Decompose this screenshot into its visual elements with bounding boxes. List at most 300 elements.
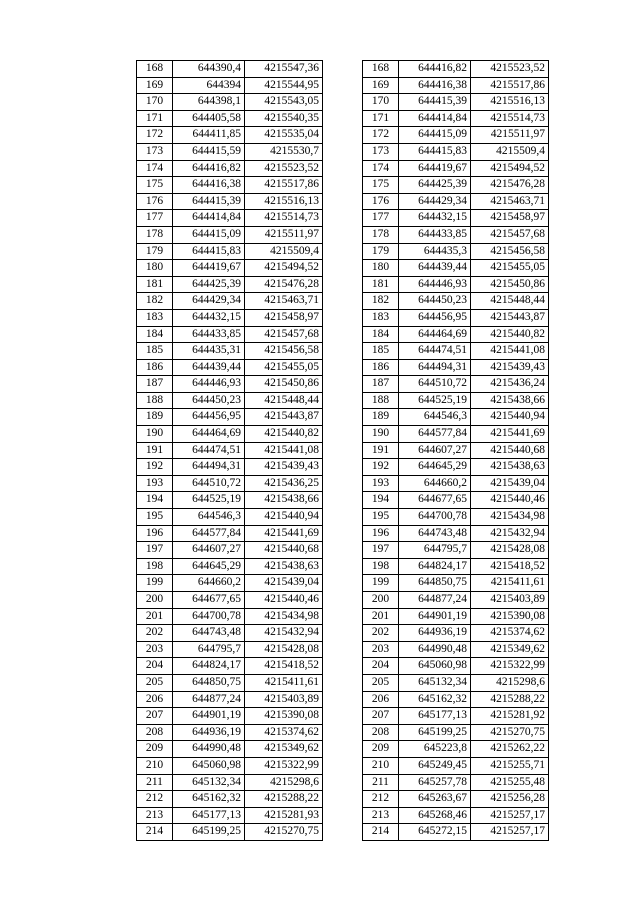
- y-coordinate-cell: 4215450,86: [471, 276, 549, 293]
- point-number-cell: 210: [363, 757, 399, 774]
- y-coordinate-cell: 4215509,4: [471, 143, 549, 160]
- y-coordinate-cell: 4215390,08: [471, 608, 549, 625]
- point-number-cell: 178: [363, 226, 399, 243]
- point-number-cell: 198: [137, 558, 173, 575]
- y-coordinate-cell: 4215288,22: [245, 791, 323, 808]
- table-row: [137, 293, 323, 310]
- x-coordinate-cell: 644700,78: [399, 509, 471, 526]
- table-row: [137, 741, 323, 758]
- table-row: [137, 276, 323, 293]
- y-coordinate-cell: 4215428,08: [471, 542, 549, 559]
- x-coordinate-cell: 644415,39: [173, 193, 245, 210]
- y-coordinate-cell: 4215535,04: [245, 127, 323, 144]
- coordinate-table-right-body: [363, 61, 549, 841]
- point-number-cell: 183: [363, 309, 399, 326]
- table-row: [363, 824, 549, 841]
- y-coordinate-cell: 4215463,71: [245, 293, 323, 310]
- table-row: [137, 542, 323, 559]
- point-number-cell: 183: [137, 309, 173, 326]
- table-row: [363, 575, 549, 592]
- table-row: [363, 110, 549, 127]
- y-coordinate-cell: 4215443,87: [471, 309, 549, 326]
- table-row: [137, 392, 323, 409]
- table-row: [137, 243, 323, 260]
- point-number-cell: 206: [363, 691, 399, 708]
- table-row: [363, 343, 549, 360]
- table-row: [363, 608, 549, 625]
- x-coordinate-cell: 644546,3: [399, 409, 471, 426]
- coordinate-table-right: [362, 60, 549, 841]
- y-coordinate-cell: 4215455,05: [471, 260, 549, 277]
- table-row: [137, 824, 323, 841]
- table-row: [363, 210, 549, 227]
- x-coordinate-cell: 644990,48: [173, 741, 245, 758]
- x-coordinate-cell: 644415,83: [399, 143, 471, 160]
- x-coordinate-cell: 644700,78: [173, 608, 245, 625]
- table-row: [363, 475, 549, 492]
- y-coordinate-cell: 4215432,94: [471, 525, 549, 542]
- point-number-cell: 201: [363, 608, 399, 625]
- point-number-cell: 185: [137, 343, 173, 360]
- table-row: [137, 575, 323, 592]
- y-coordinate-cell: 4215403,89: [471, 592, 549, 609]
- point-number-cell: 170: [137, 94, 173, 111]
- y-coordinate-cell: 4215428,08: [245, 641, 323, 658]
- y-coordinate-cell: 4215256,28: [471, 791, 549, 808]
- table-row: [137, 61, 323, 78]
- y-coordinate-cell: 4215440,82: [245, 426, 323, 443]
- point-number-cell: 169: [137, 77, 173, 94]
- table-row: [363, 509, 549, 526]
- x-coordinate-cell: 644411,85: [173, 127, 245, 144]
- x-coordinate-cell: 644645,29: [173, 558, 245, 575]
- y-coordinate-cell: 4215448,44: [471, 293, 549, 310]
- point-number-cell: 202: [363, 625, 399, 642]
- table-row: [137, 376, 323, 393]
- y-coordinate-cell: 4215270,75: [471, 724, 549, 741]
- table-row: [363, 409, 549, 426]
- table-row: [363, 61, 549, 78]
- point-number-cell: 205: [137, 674, 173, 691]
- x-coordinate-cell: 644414,84: [399, 110, 471, 127]
- table-row: [137, 442, 323, 459]
- x-coordinate-cell: 644394: [173, 77, 245, 94]
- table-row: [137, 525, 323, 542]
- y-coordinate-cell: 4215457,68: [471, 226, 549, 243]
- x-coordinate-cell: 645132,34: [173, 774, 245, 791]
- y-coordinate-cell: 4215455,05: [245, 359, 323, 376]
- x-coordinate-cell: 644474,51: [399, 343, 471, 360]
- y-coordinate-cell: 4215438,66: [245, 492, 323, 509]
- x-coordinate-cell: 644419,67: [173, 260, 245, 277]
- table-row: [363, 260, 549, 277]
- table-row: [137, 459, 323, 476]
- x-coordinate-cell: 644405,58: [173, 110, 245, 127]
- point-number-cell: 197: [137, 542, 173, 559]
- y-coordinate-cell: 4215440,82: [471, 326, 549, 343]
- y-coordinate-cell: 4215547,36: [245, 61, 323, 78]
- point-number-cell: 186: [137, 359, 173, 376]
- y-coordinate-cell: 4215441,69: [245, 525, 323, 542]
- x-coordinate-cell: 644429,34: [399, 193, 471, 210]
- y-coordinate-cell: 4215511,97: [245, 226, 323, 243]
- x-coordinate-cell: 644743,48: [173, 625, 245, 642]
- point-number-cell: 195: [363, 509, 399, 526]
- point-number-cell: 195: [137, 509, 173, 526]
- x-coordinate-cell: 644677,65: [173, 592, 245, 609]
- y-coordinate-cell: 4215255,48: [471, 774, 549, 791]
- x-coordinate-cell: 645177,13: [399, 708, 471, 725]
- point-number-cell: 212: [363, 791, 399, 808]
- point-number-cell: 176: [137, 193, 173, 210]
- x-coordinate-cell: 644577,84: [399, 426, 471, 443]
- y-coordinate-cell: 4215440,46: [245, 592, 323, 609]
- x-coordinate-cell: 644446,93: [173, 376, 245, 393]
- table-row: [137, 110, 323, 127]
- point-number-cell: 214: [137, 824, 173, 841]
- y-coordinate-cell: 4215439,43: [471, 359, 549, 376]
- x-coordinate-cell: 644850,75: [173, 674, 245, 691]
- x-coordinate-cell: 644577,84: [173, 525, 245, 542]
- y-coordinate-cell: 4215434,98: [471, 509, 549, 526]
- table-row: [363, 359, 549, 376]
- x-coordinate-cell: 645257,78: [399, 774, 471, 791]
- table-row: [137, 592, 323, 609]
- y-coordinate-cell: 4215438,66: [471, 392, 549, 409]
- y-coordinate-cell: 4215438,63: [471, 459, 549, 476]
- point-number-cell: 176: [363, 193, 399, 210]
- y-coordinate-cell: 4215516,13: [471, 94, 549, 111]
- y-coordinate-cell: 4215440,94: [471, 409, 549, 426]
- x-coordinate-cell: 644450,23: [399, 293, 471, 310]
- point-number-cell: 174: [363, 160, 399, 177]
- x-coordinate-cell: 644901,19: [173, 708, 245, 725]
- table-row: [363, 674, 549, 691]
- y-coordinate-cell: 4215509,4: [245, 243, 323, 260]
- x-coordinate-cell: 644416,38: [173, 177, 245, 194]
- table-row: [363, 592, 549, 609]
- y-coordinate-cell: 4215440,68: [471, 442, 549, 459]
- point-number-cell: 171: [363, 110, 399, 127]
- point-number-cell: 196: [137, 525, 173, 542]
- table-row: [363, 160, 549, 177]
- table-row: [137, 608, 323, 625]
- table-row: [363, 309, 549, 326]
- table-row: [363, 641, 549, 658]
- table-row: [363, 77, 549, 94]
- x-coordinate-cell: 645268,46: [399, 807, 471, 824]
- point-number-cell: 180: [363, 260, 399, 277]
- point-number-cell: 208: [137, 724, 173, 741]
- table-row: [363, 226, 549, 243]
- x-coordinate-cell: 644429,34: [173, 293, 245, 310]
- point-number-cell: 202: [137, 625, 173, 642]
- point-number-cell: 214: [363, 824, 399, 841]
- table-row: [363, 442, 549, 459]
- x-coordinate-cell: 645199,25: [399, 724, 471, 741]
- point-number-cell: 169: [363, 77, 399, 94]
- y-coordinate-cell: 4215544,95: [245, 77, 323, 94]
- table-row: [363, 757, 549, 774]
- y-coordinate-cell: 4215458,97: [471, 210, 549, 227]
- point-number-cell: 210: [137, 757, 173, 774]
- table-row: [137, 343, 323, 360]
- point-number-cell: 211: [363, 774, 399, 791]
- point-number-cell: 177: [363, 210, 399, 227]
- point-number-cell: 179: [363, 243, 399, 260]
- y-coordinate-cell: 4215441,08: [471, 343, 549, 360]
- y-coordinate-cell: 4215523,52: [471, 61, 549, 78]
- y-coordinate-cell: 4215281,93: [245, 807, 323, 824]
- y-coordinate-cell: 4215494,52: [245, 260, 323, 277]
- x-coordinate-cell: 644416,82: [399, 61, 471, 78]
- x-coordinate-cell: 645162,32: [399, 691, 471, 708]
- table-row: [363, 691, 549, 708]
- point-number-cell: 193: [363, 475, 399, 492]
- coordinate-table-left-body: [137, 61, 323, 841]
- x-coordinate-cell: 644433,85: [173, 326, 245, 343]
- x-coordinate-cell: 644660,2: [399, 475, 471, 492]
- y-coordinate-cell: 4215374,62: [245, 724, 323, 741]
- x-coordinate-cell: 645272,15: [399, 824, 471, 841]
- point-number-cell: 180: [137, 260, 173, 277]
- y-coordinate-cell: 4215322,99: [471, 658, 549, 675]
- y-coordinate-cell: 4215439,43: [245, 459, 323, 476]
- table-row: [137, 509, 323, 526]
- point-number-cell: 188: [137, 392, 173, 409]
- table-row: [363, 542, 549, 559]
- table-row: [137, 127, 323, 144]
- coordinate-table-left: [136, 60, 323, 841]
- x-coordinate-cell: 644415,59: [173, 143, 245, 160]
- x-coordinate-cell: 645060,98: [173, 757, 245, 774]
- x-coordinate-cell: 644416,82: [173, 160, 245, 177]
- y-coordinate-cell: 4215418,52: [245, 658, 323, 675]
- y-coordinate-cell: 4215543,05: [245, 94, 323, 111]
- y-coordinate-cell: 4215255,71: [471, 757, 549, 774]
- x-coordinate-cell: 644464,69: [399, 326, 471, 343]
- y-coordinate-cell: 4215517,86: [471, 77, 549, 94]
- point-number-cell: 207: [137, 708, 173, 725]
- x-coordinate-cell: 644936,19: [399, 625, 471, 642]
- point-number-cell: 199: [137, 575, 173, 592]
- x-coordinate-cell: 644990,48: [399, 641, 471, 658]
- x-coordinate-cell: 644435,3: [399, 243, 471, 260]
- table-row: [363, 243, 549, 260]
- y-coordinate-cell: 4215476,28: [471, 177, 549, 194]
- table-row: [363, 724, 549, 741]
- y-coordinate-cell: 4215403,89: [245, 691, 323, 708]
- table-row: [137, 226, 323, 243]
- point-number-cell: 192: [363, 459, 399, 476]
- y-coordinate-cell: 4215516,13: [245, 193, 323, 210]
- table-row: [137, 210, 323, 227]
- x-coordinate-cell: 644510,72: [399, 376, 471, 393]
- y-coordinate-cell: 4215438,63: [245, 558, 323, 575]
- table-row: [363, 625, 549, 642]
- y-coordinate-cell: 4215439,04: [245, 575, 323, 592]
- point-number-cell: 194: [137, 492, 173, 509]
- x-coordinate-cell: 645199,25: [173, 824, 245, 841]
- point-number-cell: 185: [363, 343, 399, 360]
- point-number-cell: 198: [363, 558, 399, 575]
- table-row: [137, 160, 323, 177]
- table-row: [137, 708, 323, 725]
- x-coordinate-cell: 644464,69: [173, 426, 245, 443]
- table-row: [363, 326, 549, 343]
- x-coordinate-cell: 644414,84: [173, 210, 245, 227]
- y-coordinate-cell: 4215476,28: [245, 276, 323, 293]
- point-number-cell: 188: [363, 392, 399, 409]
- table-row: [363, 807, 549, 824]
- x-coordinate-cell: 644795,7: [399, 542, 471, 559]
- table-row: [137, 260, 323, 277]
- point-number-cell: 173: [363, 143, 399, 160]
- point-number-cell: 211: [137, 774, 173, 791]
- y-coordinate-cell: 4215349,62: [471, 641, 549, 658]
- point-number-cell: 174: [137, 160, 173, 177]
- table-row: [137, 177, 323, 194]
- table-row: [137, 691, 323, 708]
- x-coordinate-cell: 644660,2: [173, 575, 245, 592]
- table-row: [363, 193, 549, 210]
- y-coordinate-cell: 4215540,35: [245, 110, 323, 127]
- x-coordinate-cell: 644743,48: [399, 525, 471, 542]
- x-coordinate-cell: 644439,44: [399, 260, 471, 277]
- y-coordinate-cell: 4215517,86: [245, 177, 323, 194]
- x-coordinate-cell: 644607,27: [399, 442, 471, 459]
- table-row: [363, 177, 549, 194]
- x-coordinate-cell: 645060,98: [399, 658, 471, 675]
- point-number-cell: 170: [363, 94, 399, 111]
- point-number-cell: 193: [137, 475, 173, 492]
- x-coordinate-cell: 645223,8: [399, 741, 471, 758]
- x-coordinate-cell: 644415,09: [173, 226, 245, 243]
- point-number-cell: 200: [137, 592, 173, 609]
- x-coordinate-cell: 644419,67: [399, 160, 471, 177]
- x-coordinate-cell: 644936,19: [173, 724, 245, 741]
- point-number-cell: 207: [363, 708, 399, 725]
- x-coordinate-cell: 645177,13: [173, 807, 245, 824]
- table-row: [137, 674, 323, 691]
- table-row: [137, 774, 323, 791]
- y-coordinate-cell: 4215411,61: [471, 575, 549, 592]
- y-coordinate-cell: 4215436,25: [245, 475, 323, 492]
- point-number-cell: 197: [363, 542, 399, 559]
- x-coordinate-cell: 644645,29: [399, 459, 471, 476]
- point-number-cell: 191: [137, 442, 173, 459]
- table-row: [137, 791, 323, 808]
- y-coordinate-cell: 4215390,08: [245, 708, 323, 725]
- table-row: [363, 127, 549, 144]
- point-number-cell: 184: [363, 326, 399, 343]
- y-coordinate-cell: 4215441,08: [245, 442, 323, 459]
- table-row: [363, 741, 549, 758]
- x-coordinate-cell: 644525,19: [399, 392, 471, 409]
- y-coordinate-cell: 4215514,73: [245, 210, 323, 227]
- point-number-cell: 194: [363, 492, 399, 509]
- point-number-cell: 175: [137, 177, 173, 194]
- point-number-cell: 204: [137, 658, 173, 675]
- x-coordinate-cell: 645263,67: [399, 791, 471, 808]
- y-coordinate-cell: 4215270,75: [245, 824, 323, 841]
- point-number-cell: 179: [137, 243, 173, 260]
- y-coordinate-cell: 4215441,69: [471, 426, 549, 443]
- table-row: [363, 426, 549, 443]
- y-coordinate-cell: 4215523,52: [245, 160, 323, 177]
- x-coordinate-cell: 644877,24: [399, 592, 471, 609]
- table-row: [137, 193, 323, 210]
- point-number-cell: 204: [363, 658, 399, 675]
- y-coordinate-cell: 4215262,22: [471, 741, 549, 758]
- table-row: [137, 143, 323, 160]
- y-coordinate-cell: 4215458,97: [245, 309, 323, 326]
- y-coordinate-cell: 4215440,46: [471, 492, 549, 509]
- point-number-cell: 182: [363, 293, 399, 310]
- table-row: [363, 143, 549, 160]
- x-coordinate-cell: 644432,15: [173, 309, 245, 326]
- point-number-cell: 190: [137, 426, 173, 443]
- point-number-cell: 205: [363, 674, 399, 691]
- table-row: [137, 724, 323, 741]
- y-coordinate-cell: 4215432,94: [245, 625, 323, 642]
- y-coordinate-cell: 4215281,92: [471, 708, 549, 725]
- point-number-cell: 177: [137, 210, 173, 227]
- x-coordinate-cell: 644435,31: [173, 343, 245, 360]
- table-row: [137, 326, 323, 343]
- x-coordinate-cell: 644456,95: [173, 409, 245, 426]
- table-row: [363, 459, 549, 476]
- table-row: [137, 641, 323, 658]
- y-coordinate-cell: 4215322,99: [245, 757, 323, 774]
- table-row: [137, 625, 323, 642]
- y-coordinate-cell: 4215436,24: [471, 376, 549, 393]
- point-number-cell: 201: [137, 608, 173, 625]
- point-number-cell: 172: [363, 127, 399, 144]
- x-coordinate-cell: 644546,3: [173, 509, 245, 526]
- table-row: [137, 426, 323, 443]
- y-coordinate-cell: 4215298,6: [245, 774, 323, 791]
- x-coordinate-cell: 644525,19: [173, 492, 245, 509]
- table-row: [363, 293, 549, 310]
- table-row: [137, 757, 323, 774]
- point-number-cell: 199: [363, 575, 399, 592]
- point-number-cell: 189: [137, 409, 173, 426]
- x-coordinate-cell: 644824,17: [173, 658, 245, 675]
- table-row: [137, 475, 323, 492]
- y-coordinate-cell: 4215440,68: [245, 542, 323, 559]
- point-number-cell: 212: [137, 791, 173, 808]
- x-coordinate-cell: 644474,51: [173, 442, 245, 459]
- y-coordinate-cell: 4215450,86: [245, 376, 323, 393]
- point-number-cell: 206: [137, 691, 173, 708]
- point-number-cell: 209: [363, 741, 399, 758]
- point-number-cell: 191: [363, 442, 399, 459]
- y-coordinate-cell: 4215411,61: [245, 674, 323, 691]
- point-number-cell: 213: [363, 807, 399, 824]
- x-coordinate-cell: 644415,39: [399, 94, 471, 111]
- y-coordinate-cell: 4215440,94: [245, 509, 323, 526]
- y-coordinate-cell: 4215456,58: [471, 243, 549, 260]
- y-coordinate-cell: 4215418,52: [471, 558, 549, 575]
- x-coordinate-cell: 644494,31: [399, 359, 471, 376]
- x-coordinate-cell: 644439,44: [173, 359, 245, 376]
- y-coordinate-cell: 4215374,62: [471, 625, 549, 642]
- y-coordinate-cell: 4215457,68: [245, 326, 323, 343]
- x-coordinate-cell: 644425,39: [399, 177, 471, 194]
- table-row: [137, 409, 323, 426]
- point-number-cell: 203: [137, 641, 173, 658]
